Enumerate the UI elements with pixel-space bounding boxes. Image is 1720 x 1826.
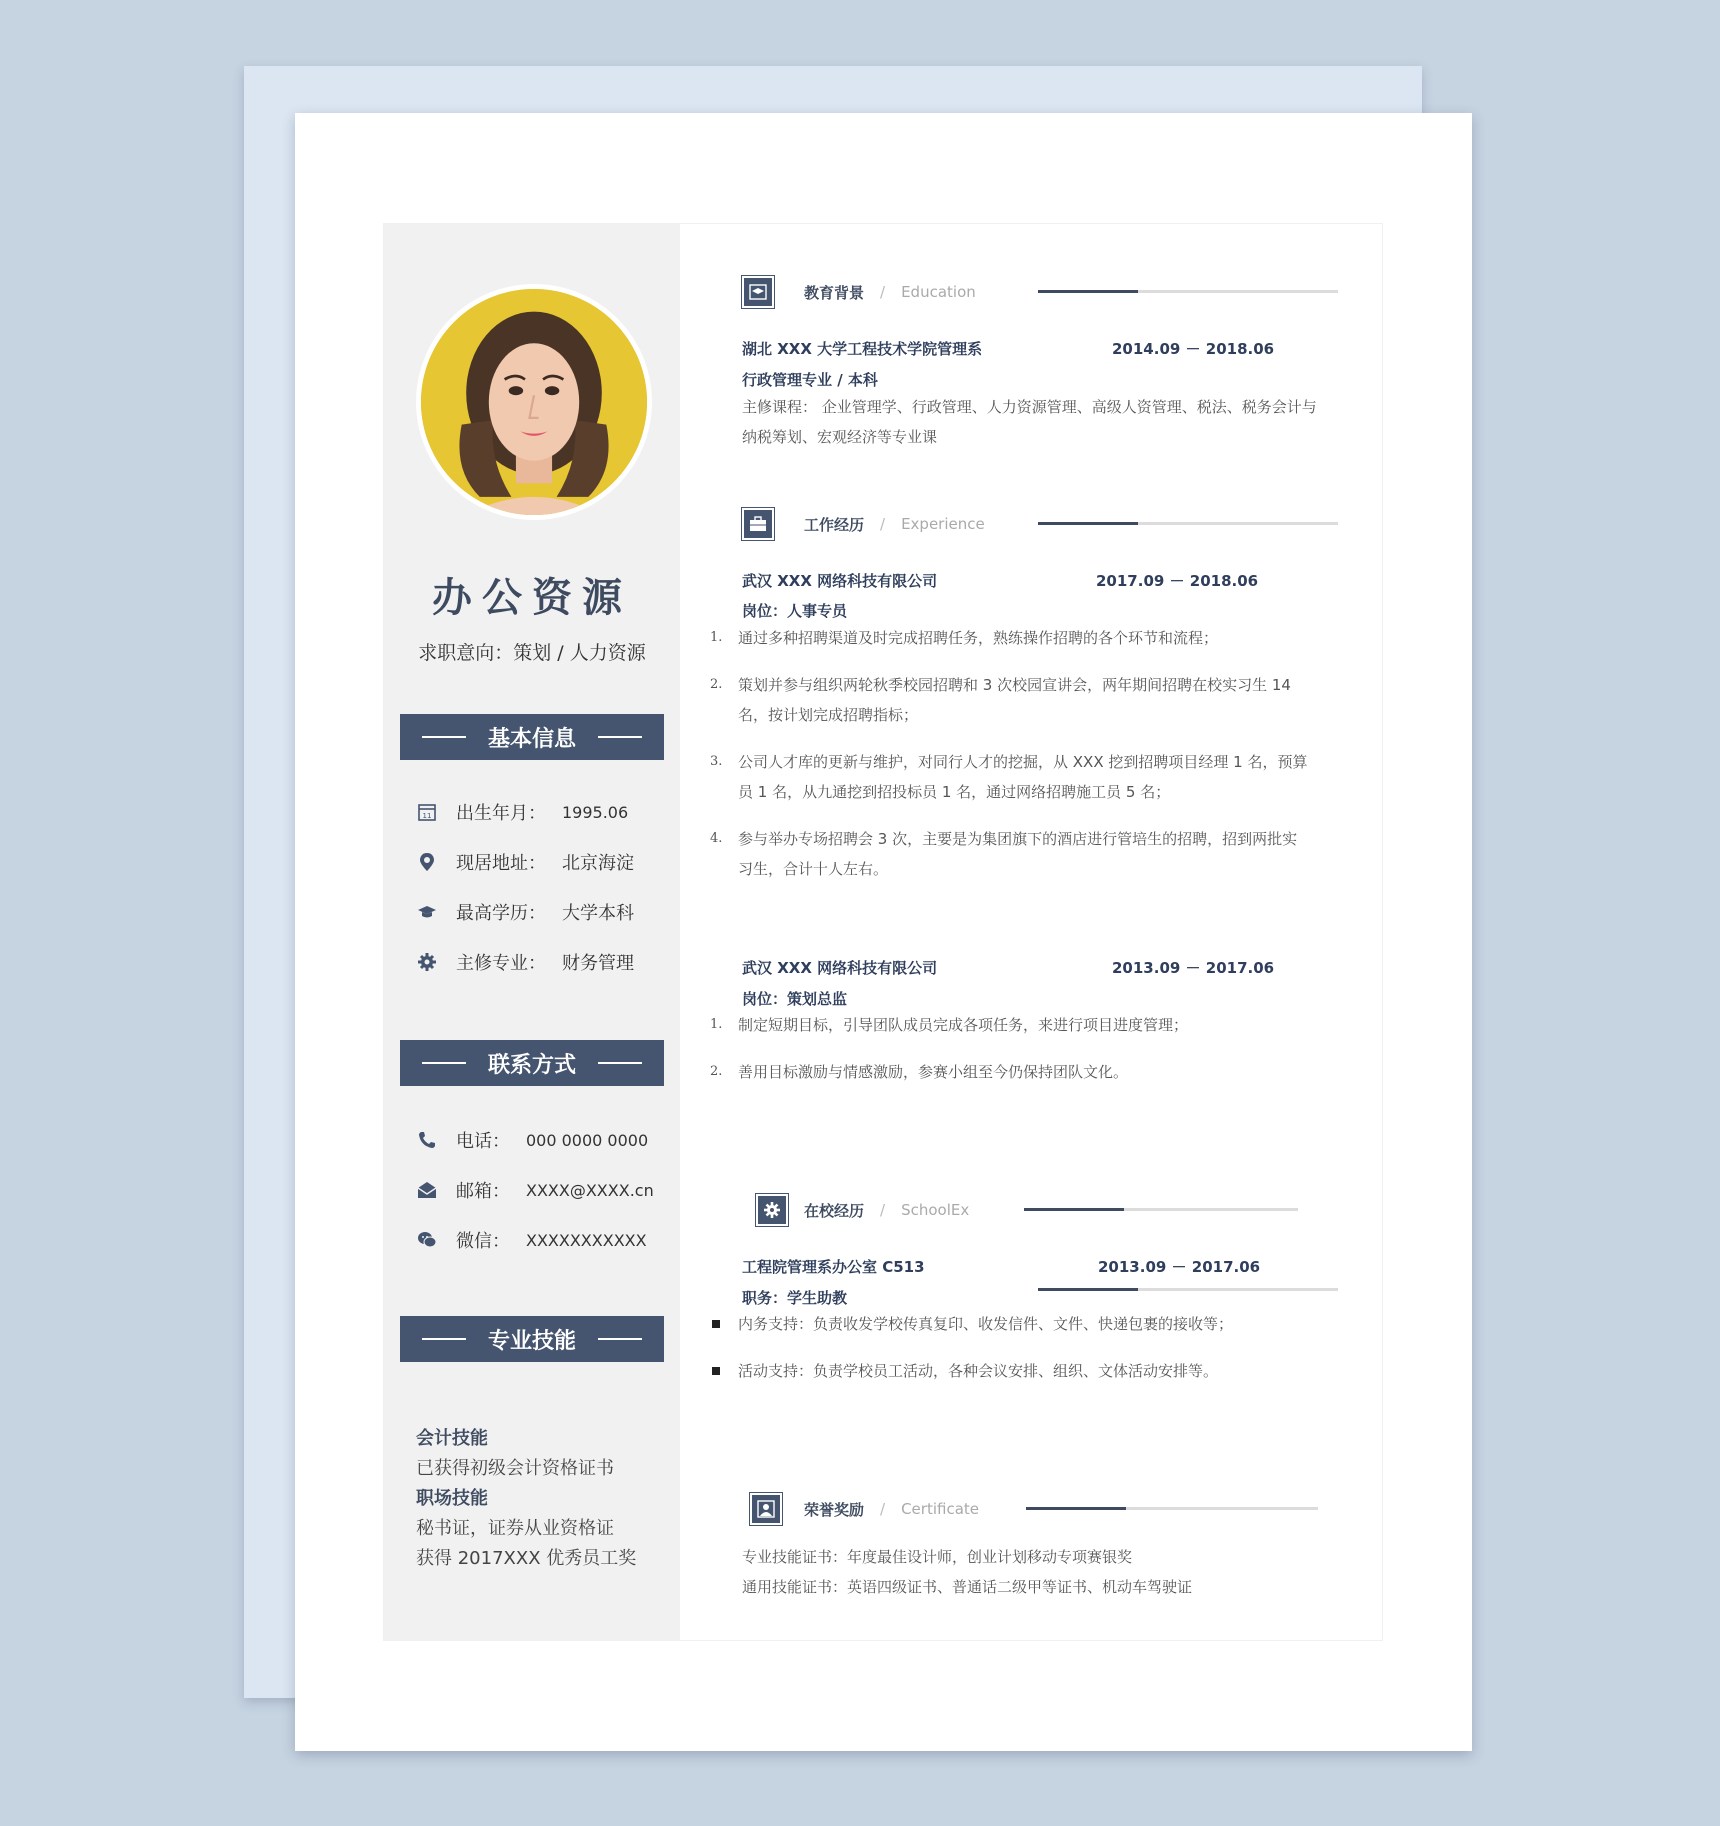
info-value: 北京海淀: [562, 853, 634, 874]
list-number: 1.: [710, 630, 723, 645]
section-subtitle: Experience: [901, 515, 985, 533]
contact-wechat: [416, 1227, 647, 1253]
list-number: 1.: [710, 1017, 723, 1032]
list-item: [710, 747, 1308, 807]
sidebar: [384, 224, 680, 1640]
section-title: 在校经历: [804, 1201, 865, 1220]
graduation-cap-icon: [416, 901, 438, 923]
list-number: 3.: [710, 754, 723, 769]
major: 行政管理专业 / 本科: [742, 371, 878, 389]
education-date: 2014.09 － 2018.06: [1112, 340, 1275, 358]
school-date: 2013.09 － 2017.06: [1098, 1258, 1261, 1276]
list-item: [738, 1309, 1308, 1339]
list-item: [710, 824, 1308, 884]
list-number: 2.: [710, 1064, 723, 1079]
list-text: 通过多种招聘渠道及时完成招聘任务，熟练操作招聘的各个环节和流程；: [738, 629, 1219, 647]
profile-photo: [416, 284, 652, 520]
contact-email: [416, 1177, 654, 1203]
list-text: 内务支持：负责收发学校传真复印、收发信件、文件、快递包裹的接收等；: [738, 1315, 1234, 1333]
list-item: [710, 670, 1308, 730]
divider: [422, 736, 466, 738]
basic-info-title: 基本信息: [488, 726, 577, 752]
info-label: 出生年月：: [456, 803, 546, 824]
bullet: [712, 1320, 720, 1328]
info-birth: [416, 799, 628, 825]
experience-heading: [742, 506, 985, 542]
school-role: 职务：学生助教: [742, 1289, 848, 1307]
skill-heading: 职场技能: [416, 1488, 488, 1509]
list-text: 制定短期目标，引导团队成员完成各项任务，来进行项目进度管理；: [738, 1016, 1189, 1034]
job-intent: 求职意向：策划 / 人力资源: [418, 642, 646, 664]
section-slash: /: [880, 283, 886, 301]
contact-title: 联系方式: [488, 1052, 577, 1078]
list-number: 2.: [710, 677, 723, 692]
school-place: 工程院管理系办公室 C513: [742, 1258, 925, 1276]
resume-sheet: [295, 113, 1472, 1751]
section-bar: [1038, 522, 1338, 525]
section-bar: [1038, 1288, 1338, 1291]
contact-value: 000 0000 0000: [526, 1130, 649, 1150]
divider: [422, 1338, 466, 1340]
info-label: 最高学历：: [456, 903, 546, 924]
list-text: 参与举办专场招聘会 3 次，主要是为集团旗下的酒店进行管培生的招聘，招到两批实习生，合计十人左右。: [738, 830, 1298, 878]
divider: [598, 1062, 642, 1064]
list-text: 活动支持：负责学校员工活动，各种会议安排、组织、文体活动安排等。: [738, 1362, 1219, 1380]
contact-label: 电话：: [456, 1131, 510, 1152]
section-subtitle: SchoolEx: [901, 1201, 970, 1219]
section-bar: [1024, 1208, 1298, 1211]
user-badge-icon: [750, 1493, 782, 1525]
school-heading: [756, 1192, 969, 1228]
candidate-name: 办公资源: [432, 575, 632, 621]
list-item: [710, 1010, 1308, 1040]
contact-heading: [400, 1040, 664, 1086]
graduation-cap-icon: [742, 276, 774, 308]
info-value: 财务管理: [562, 953, 634, 974]
info-major: [416, 949, 634, 975]
divider: [422, 1062, 466, 1064]
job-date: 2017.09 － 2018.06: [1096, 572, 1259, 590]
briefcase-icon: [742, 508, 774, 540]
divider: [598, 1338, 642, 1340]
list-text: 善用目标激励与情感激励，参赛小组至今仍保持团队文化。: [738, 1063, 1129, 1081]
skill-heading: 会计技能: [416, 1428, 488, 1449]
school-name: 湖北 XXX 大学工程技术学院管理系: [742, 340, 983, 358]
calendar-icon: [416, 801, 438, 823]
skills-heading: [400, 1316, 664, 1362]
list-number: 4.: [710, 831, 723, 846]
info-label: 主修专业：: [456, 953, 546, 974]
company-name: 武汉 XXX 网络科技有限公司: [742, 959, 938, 977]
awards-heading: [750, 1491, 979, 1527]
education-heading: [742, 274, 976, 310]
basic-info-heading: [400, 714, 664, 760]
section-title: 教育背景: [804, 283, 865, 302]
gear-icon: [756, 1194, 788, 1226]
skill-line: 获得 2017XXX 优秀员工奖: [416, 1548, 637, 1569]
contact-value: XXXX@XXXX.cn: [526, 1180, 654, 1200]
section-subtitle: Education: [901, 283, 976, 301]
contact-label: 邮箱：: [456, 1181, 510, 1202]
section-bar: [1026, 1507, 1318, 1510]
skills-title: 专业技能: [488, 1328, 577, 1354]
job-role: 岗位：人事专员: [742, 602, 848, 620]
mail-icon: [416, 1179, 438, 1201]
main-content: [680, 224, 1384, 1640]
resume: [383, 223, 1383, 1641]
list-item: [710, 623, 1308, 653]
section-bar: [1038, 290, 1338, 293]
list-item: [710, 1057, 1308, 1087]
info-education: [416, 899, 634, 925]
gear-icon: [416, 951, 438, 973]
info-address: [416, 849, 634, 875]
award-line: 通用技能证书：英语四级证书、普通话二级甲等证书、机动车驾驶证: [742, 1578, 1193, 1596]
location-icon: [416, 851, 438, 873]
wechat-icon: [416, 1229, 438, 1251]
svg-text:11: 11: [422, 812, 432, 820]
section-subtitle: Certificate: [901, 1500, 979, 1518]
company-name: 武汉 XXX 网络科技有限公司: [742, 572, 938, 590]
bullet: [712, 1367, 720, 1375]
list-item: [738, 1356, 1308, 1386]
list-text: 公司人才库的更新与维护，对同行人才的挖掘，从 XXX 挖到招聘项目经理 1 名，预算员 1 名，从九通挖到招投标员 1 名，通过网络招聘施工员 5 名；: [738, 753, 1308, 801]
award-line: 专业技能证书：年度最佳设计师，创业计划移动专项赛银奖: [742, 1548, 1133, 1566]
section-slash: /: [880, 515, 886, 533]
section-title: 工作经历: [804, 515, 865, 534]
job-role: 岗位：策划总监: [742, 990, 848, 1008]
section-slash: /: [880, 1201, 886, 1219]
job-date: 2013.09 － 2017.06: [1112, 959, 1275, 977]
list-text: 策划并参与组织两轮秋季校园招聘和 3 次校园宣讲会，两年期间招聘在校实习生 14 名，按计划完成招聘指标；: [738, 676, 1291, 724]
contact-phone: [416, 1127, 648, 1153]
courses: 主修课程： 企业管理学、行政管理、人力资源管理、高级人资管理、税法、税务会计与纳税筹划、宏观经济等专业课: [742, 398, 1317, 446]
divider: [598, 736, 642, 738]
info-value: 1995.06: [562, 802, 629, 822]
skill-line: 秘书证，证券从业资格证: [416, 1518, 614, 1539]
section-title: 荣誉奖励: [804, 1500, 865, 1519]
contact-label: 微信：: [456, 1231, 510, 1252]
section-slash: /: [880, 1500, 886, 1518]
info-value: 大学本科: [562, 903, 634, 924]
info-label: 现居地址：: [456, 853, 546, 874]
phone-icon: [416, 1129, 438, 1151]
skills-list: [416, 1424, 666, 1574]
skill-line: 已获得初级会计资格证书: [416, 1458, 614, 1479]
portrait-image: [421, 289, 647, 515]
contact-value: XXXXXXXXXXX: [526, 1230, 647, 1250]
